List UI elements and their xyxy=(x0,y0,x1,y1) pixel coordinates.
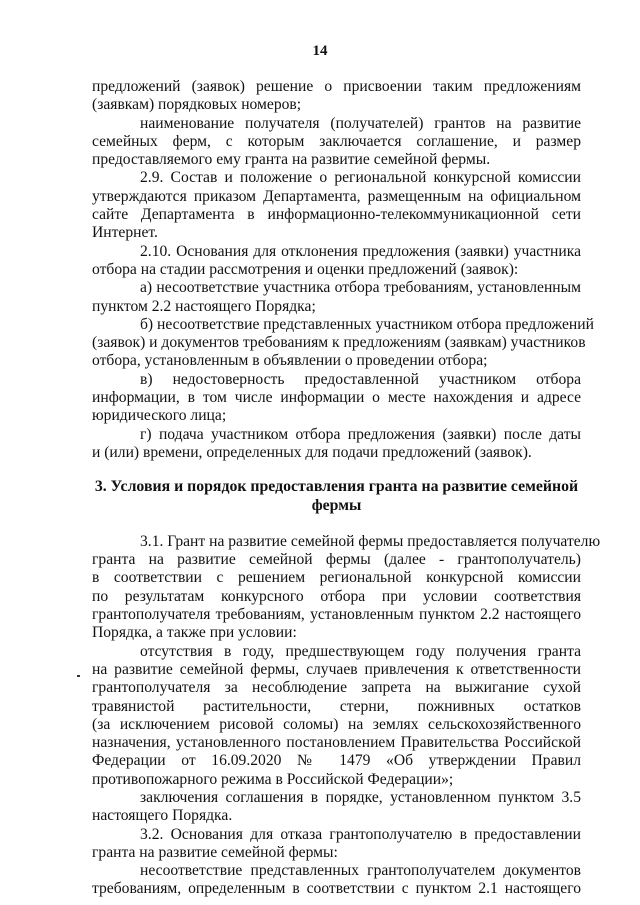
text-line: 2.10. Основания для отклонения предложения (заявки) участника xyxy=(140,242,581,260)
text-line: утверждаются приказом Департамента, размещенным на официальном xyxy=(92,187,581,205)
text-line: назначения, установленного постановлением Правительства Российской xyxy=(92,734,581,752)
text-line: предоставляемого ему гранта на развитие семейной фермы. xyxy=(92,151,491,169)
text-line: отбора, установленным в объявлении о проведении отбора; xyxy=(92,352,488,370)
text-line: противопожарного режима в Российской Федерации»; xyxy=(92,770,454,788)
paragraph xyxy=(92,115,581,170)
text-line: информации, в том числе информации о месте нахождения и адресе xyxy=(92,389,581,407)
text-line: наименование получателя (получателей) грантов на развитие xyxy=(140,114,581,132)
text-line: и (или) времени, определенных для подачи предложений (заявок). xyxy=(92,443,532,461)
text-line: Интернет. xyxy=(92,224,158,242)
text-line: б) несоответствие представленных участником отбора предложений xyxy=(140,315,594,333)
text-line: 3. Условия и порядок предоставления гранта на развитие семейной xyxy=(94,478,579,496)
text-line: предложений (заявок) решение о присвоении таким предложениям xyxy=(92,78,581,95)
text-line: 2.9. Состав и положение о региональной конкурсной комиссии xyxy=(140,169,581,187)
text-line: а) несоответствие участника отбора требованиям, установленным xyxy=(140,279,581,297)
paragraph xyxy=(92,826,581,863)
page-number: 14 xyxy=(312,43,328,59)
text-line: в) недостоверность предоставленной участником отбора xyxy=(140,370,581,388)
text-line: заключения соглашения в порядке, установленном пунктом 3.5 xyxy=(140,788,581,806)
text-line: Порядка, а также при условии: xyxy=(92,624,297,642)
section-heading xyxy=(92,478,581,515)
text-line: отбора на стадии рассмотрения и оценки предложений (заявок): xyxy=(92,260,519,278)
text-line: по результатам конкурсного отбора при условии соответствия xyxy=(92,587,581,605)
paragraph xyxy=(92,532,601,643)
document-body xyxy=(92,78,601,899)
text-line: 3.1. Грант на развитие семейной фермы предоставляется получателю xyxy=(140,532,601,550)
text-line: грантополучателя требованиям, установленным пунктом 2.2 настоящего xyxy=(92,606,581,624)
text-line: отсутствия в году, предшествующем году получения гранта xyxy=(140,642,581,660)
text-line: 3.2. Основания для отказа грантополучателю в предоставлении xyxy=(140,825,581,843)
scan-mark xyxy=(77,675,80,677)
paragraph xyxy=(92,78,581,115)
text-line: несоответствие представленных грантополучателем документов xyxy=(140,862,581,880)
paragraph xyxy=(92,643,581,789)
paragraph xyxy=(92,279,581,316)
paragraph xyxy=(92,862,581,899)
text-line: требованиям, определенным в соответствии с пунктом 2.1 настоящего xyxy=(92,880,581,898)
text-line: г) подача участником отбора предложения (заявки) после даты xyxy=(140,425,581,443)
text-line: настоящего Порядка. xyxy=(92,807,233,825)
text-line: (за исключением рисовой соломы) на землях сельскохозяйственного xyxy=(92,715,581,733)
paragraph xyxy=(92,169,581,242)
text-line: юридического лица; xyxy=(92,407,227,425)
text-line: (заявкам) порядковых номеров; xyxy=(92,96,302,114)
text-line: травянистой растительности, стерни, пожнивных остатков xyxy=(92,697,581,715)
paragraph xyxy=(92,789,581,826)
text-line: гранта на развитие семейной фермы (далее - грантополучатель) xyxy=(92,551,581,569)
text-line: грантополучателя за несоблюдение запрета на выжигание сухой xyxy=(92,679,581,697)
text-line: на развитие семейной фермы, случаев привлечения к ответственности xyxy=(92,660,581,678)
text-line: в соответствии с решением региональной конкурсной комиссии xyxy=(92,569,581,587)
text-line: гранта на развитие семейной фермы: xyxy=(92,843,338,861)
text-line: пунктом 2.2 настоящего Порядка; xyxy=(92,297,316,315)
paragraph xyxy=(92,371,581,426)
paragraph xyxy=(92,243,581,280)
paragraph xyxy=(92,315,594,371)
text-line: Федерации от 16.09.2020 № 1479 «Об утверждении Правил xyxy=(92,752,581,770)
paragraph xyxy=(92,426,581,463)
text-line: (заявок) и документов требованиям к предложениям (заявкам) участников xyxy=(92,334,586,352)
text-line: семейных ферм, с которым заключается соглашение, и размер xyxy=(92,132,581,150)
text-line: сайте Департамента в информационно-телекоммуникационной сети xyxy=(92,206,581,224)
text-line: фермы xyxy=(311,496,362,514)
